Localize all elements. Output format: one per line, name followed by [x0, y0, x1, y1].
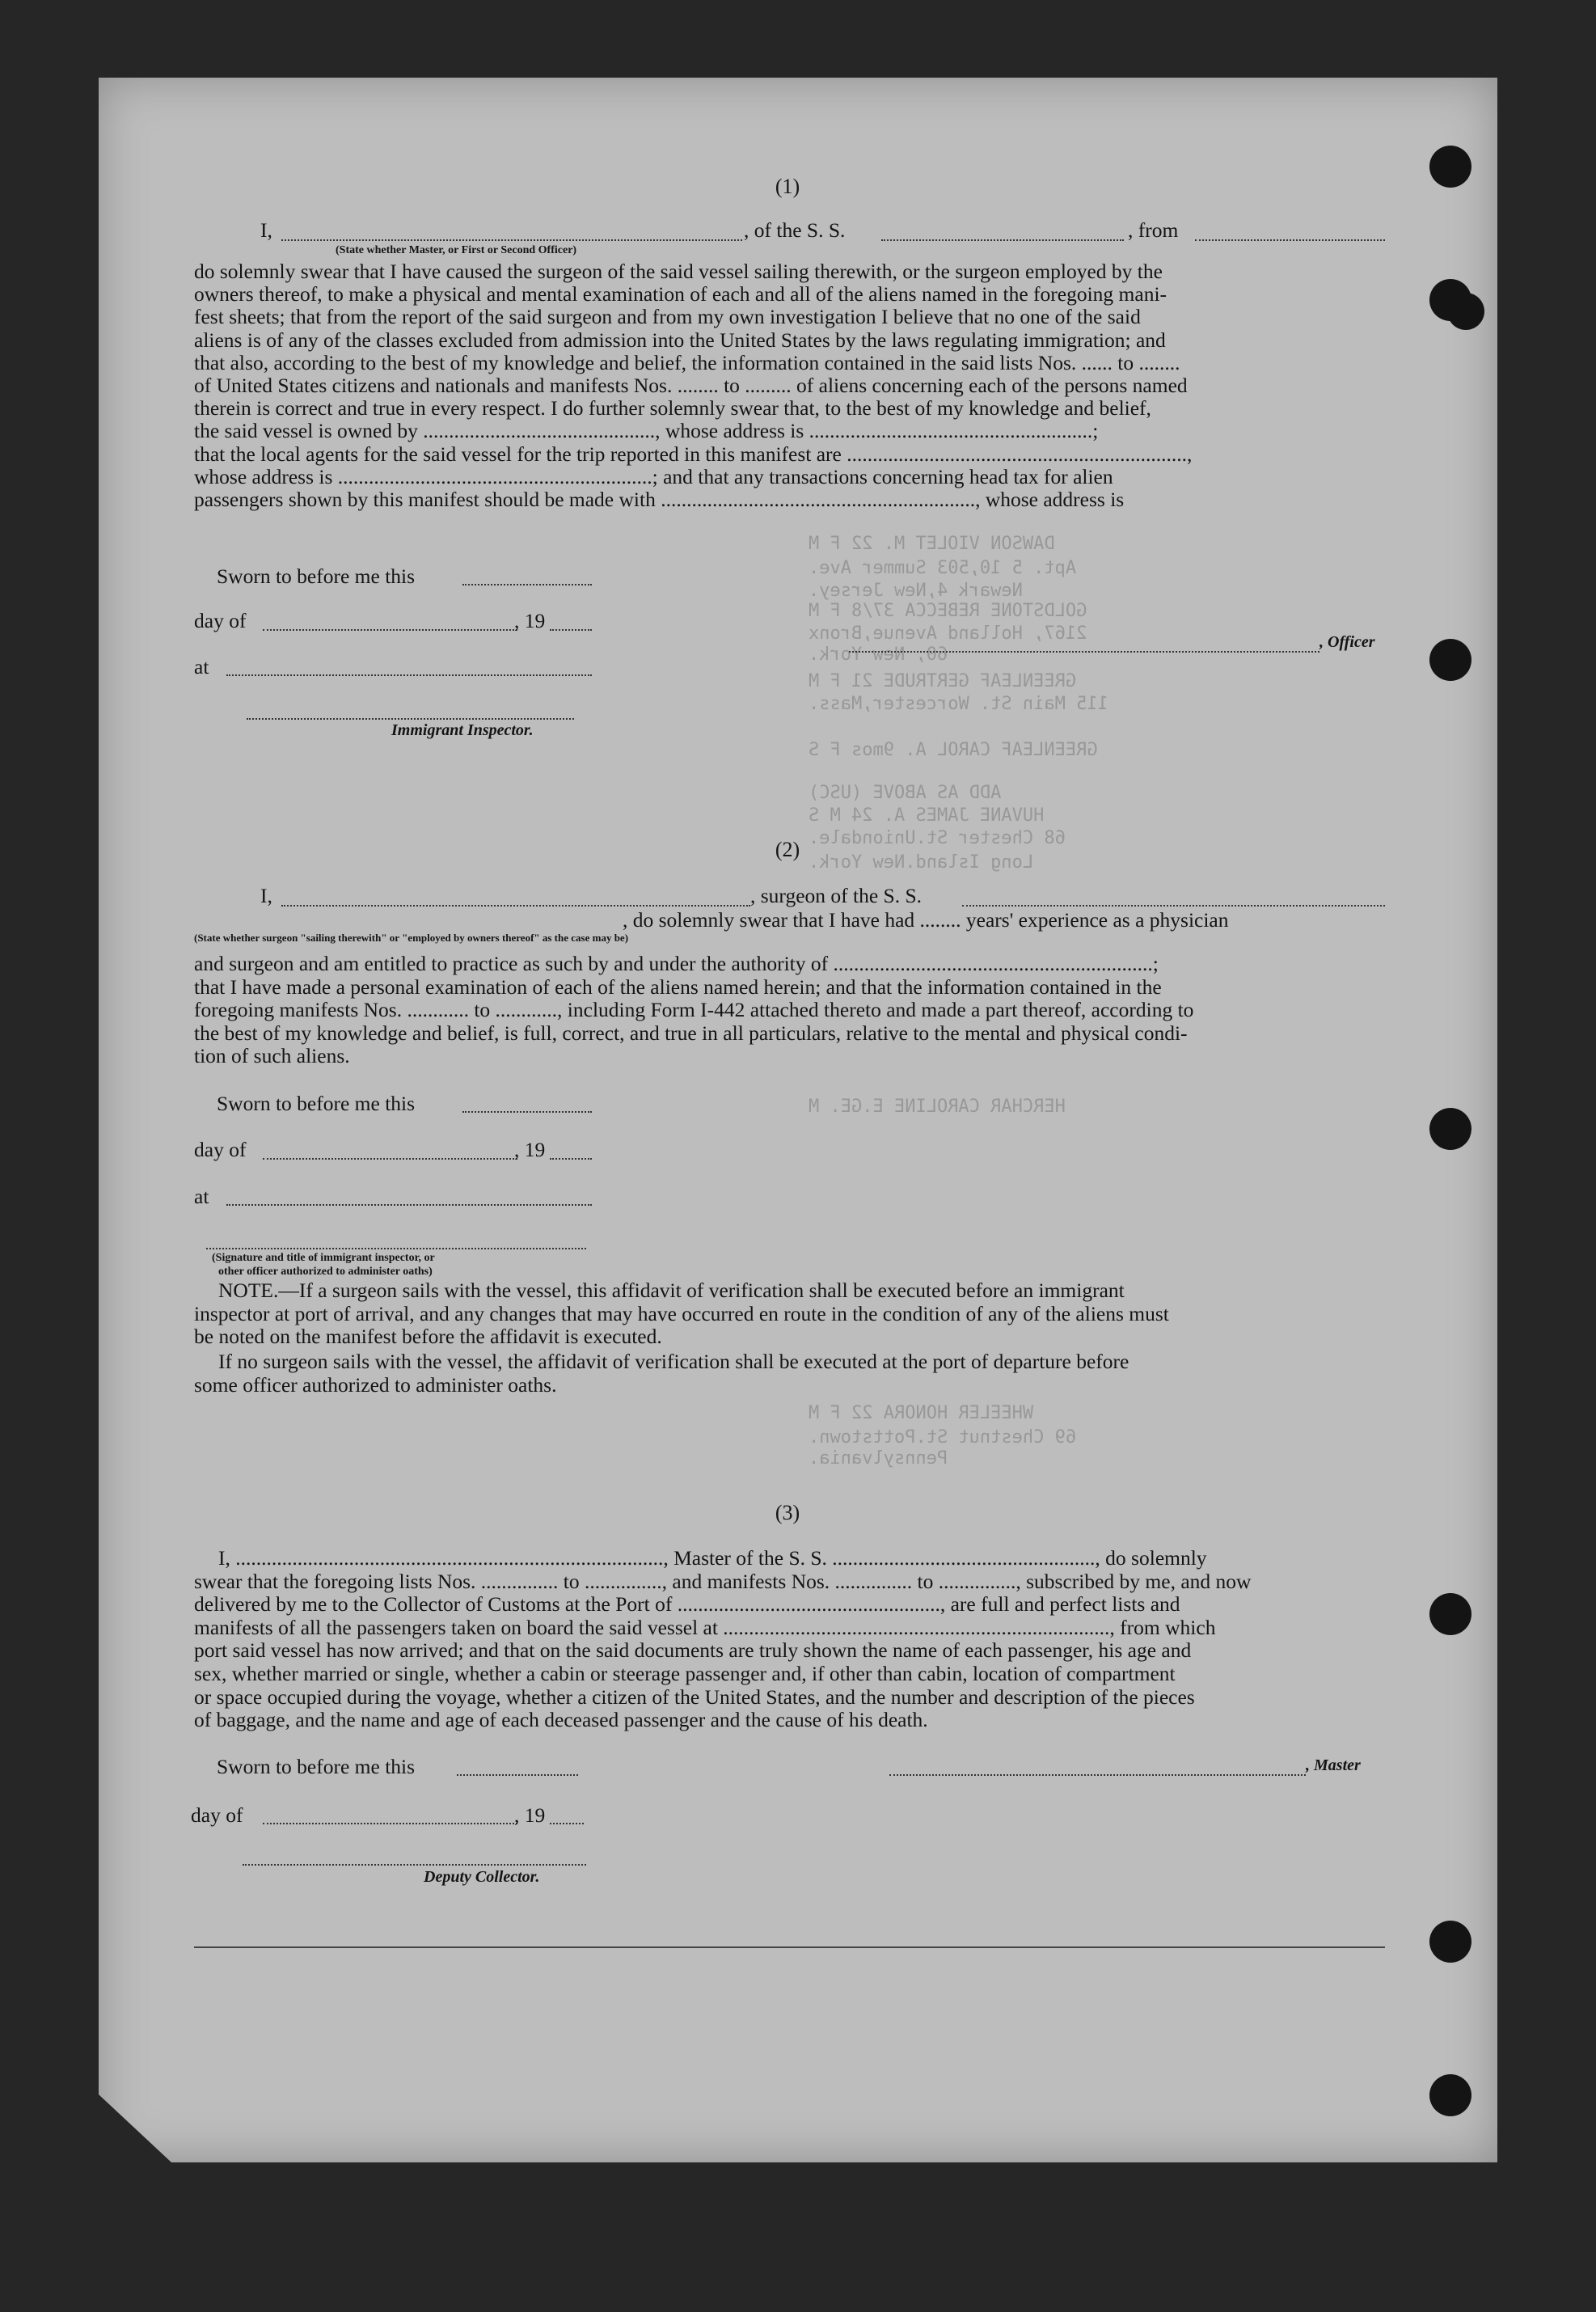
collector-signature-line — [243, 1864, 586, 1866]
text-line: owners thereof, to make a physical and mental examination of each and all of the aliens named in the foregoing mani- — [194, 282, 1167, 306]
bleed-through-line: HERCHAR CAROLINE E.GE. M — [809, 1097, 1066, 1117]
text-line: whose address is .............................................................; and that any transactions concerning head tax for alien — [194, 464, 1113, 488]
text-line: I, ..................................................................................., Master of the S. S. ..................................................., do solemnly — [218, 1546, 1207, 1570]
s2-year-line — [550, 1158, 592, 1160]
s2-at: at — [194, 1185, 209, 1208]
text-line: delivered by me to the Collector of Customs at the Port of ..................................................., are full and perfect lists and — [194, 1592, 1180, 1617]
s1-day-of: day of — [194, 609, 247, 632]
s3-year-line — [550, 1823, 584, 1824]
section-2-swear: , do solemnly swear that I have had ........ years' experience as a physician — [623, 908, 1229, 932]
text-line: swear that the foregoing lists Nos. ............... to ..............., and manifests Nos. ............... to ..............., subscribed by me, and now — [194, 1569, 1252, 1593]
torn-corner — [99, 2094, 171, 2162]
text-line: the said vessel is owned by ............................................., whose address is .......................................................; — [194, 419, 1099, 443]
s3-day-line — [263, 1823, 517, 1824]
s2-year: , 19 — [514, 1138, 546, 1161]
officer-signature-line — [849, 651, 1319, 653]
master-signature-line — [889, 1774, 1306, 1776]
bleed-through-line: GOLDSTONE REBECCA 37/8 F M — [809, 601, 1087, 621]
text-line: NOTE.—If a surgeon sails with the vessel, this affidavit of verification shall be executed before an immigrant — [218, 1279, 1125, 1302]
surgeon-caption: (State whether surgeon "sailing therewith" or "employed by owners thereof" as the case may be) — [194, 932, 629, 944]
s3-day-of: day of — [191, 1803, 243, 1827]
master-caption: , Master — [1306, 1756, 1361, 1774]
punch-hole — [1447, 293, 1484, 330]
text-line: of baggage, and the name and age of each deceased passenger and the cause of his death. — [194, 1708, 928, 1732]
s1-year: , 19 — [514, 609, 546, 632]
bleed-through-line: 69 Chestnut St.Pottstown. — [809, 1427, 1077, 1448]
bleed-through-line: Long Island.New York. — [809, 852, 1034, 873]
text-line: that I have made a personal examination of each of the aliens named herein; and that the information contained in the — [194, 974, 1162, 999]
text-line: that also, according to the best of my knowledge and belief, the information contained in the said lists Nos. ...... to ........ — [194, 350, 1180, 374]
from-port-line — [1195, 239, 1385, 241]
bleed-through-line: Apt. 5 10,503 Summer Ave. — [809, 558, 1077, 578]
s1-at-line — [226, 674, 592, 676]
bleed-through-line: WHEELER HONORA 22 F M — [809, 1403, 1034, 1423]
text-line: the best of my knowledge and belief, is full, correct, and true in all particulars, relative to the mental and physical condi- — [194, 1021, 1188, 1045]
s2-sig-caption-2: other officer authorized to administer oaths) — [218, 1266, 433, 1278]
text-line: fest sheets; that from the report of the said surgeon and from my own investigation I believe that no one of the said — [194, 305, 1141, 329]
officer-caption: , Officer — [1319, 633, 1375, 651]
s3-sworn: Sworn to before me this — [217, 1755, 416, 1778]
s2-day-of: day of — [194, 1138, 247, 1161]
s3-year: , 19 — [514, 1803, 546, 1827]
bleed-through-line: ADD AS ABOVE (USC) — [809, 783, 1002, 803]
section-1-ss-label: , of the S. S. — [744, 218, 846, 242]
punch-hole — [1429, 2074, 1471, 2116]
s2-sig-caption-1: (Signature and title of immigrant inspector, or — [212, 1252, 435, 1264]
s2-at-line — [226, 1204, 592, 1206]
text-line: If no surgeon sails with the vessel, the affidavit of verification shall be executed at the port of departure before — [218, 1350, 1129, 1373]
s2-day-line — [263, 1158, 517, 1160]
punch-hole — [1429, 1593, 1471, 1635]
bleed-through-line: GREENLEAF CAROL A. 9mos F S — [809, 740, 1098, 760]
text-line: inspector at port of arrival, and any changes that may have occurred en route in the condition of any of the aliens must — [194, 1301, 1169, 1325]
s1-sworn: Sworn to before me this — [217, 564, 416, 588]
s1-day-line — [263, 629, 517, 631]
text-line: or space occupied during the voyage, whether a citizen of the United States, and the number and description of the pieces — [194, 1684, 1195, 1709]
s3-sworn-line — [457, 1774, 578, 1776]
s2-sworn: Sworn to before me this — [217, 1092, 416, 1115]
text-line: manifests of all the passengers taken on board the said vessel at ..........................................................................., from which — [194, 1615, 1216, 1639]
vessel-name-line — [881, 239, 1124, 241]
s2-sworn-line — [462, 1111, 592, 1113]
punch-hole — [1429, 1108, 1471, 1150]
collector-caption: Deputy Collector. — [424, 1868, 540, 1886]
punch-hole — [1429, 1921, 1471, 1963]
bleed-through-line: Newark 4,New Jersey. — [809, 581, 1023, 601]
bleed-through-line: 115 Main St. Worcester,Mass. — [809, 694, 1108, 714]
text-line: and surgeon and am entitled to practice as such by and under the authority of ..............................................................; — [194, 952, 1159, 975]
text-line: some officer authorized to administer oaths. — [194, 1372, 557, 1397]
bleed-through-line: DAWSON VIOLET M. 22 F M — [809, 534, 1055, 554]
s1-sworn-line — [462, 584, 592, 585]
bottom-rule — [194, 1946, 1385, 1948]
master-caption: (State whether Master, or First or Second Officer) — [336, 244, 577, 256]
section-1-number: (1) — [775, 175, 800, 198]
section-1-from-label: , from — [1128, 218, 1179, 242]
inspector-signature-line — [247, 718, 574, 720]
section-2-surgeon: , surgeon of the S. S. — [750, 884, 923, 907]
text-line: be noted on the manifest before the affidavit is executed. — [194, 1325, 662, 1349]
section-1-i: I, — [260, 218, 272, 242]
text-line: sex, whether married or single, whether a cabin or steerage passenger and, if other than cabin, location of compartment — [194, 1662, 1176, 1685]
punch-hole — [1429, 146, 1471, 188]
text-line: port said vessel has now arrived; and that on the said documents are truly shown the name of each passenger, his age and — [194, 1638, 1192, 1663]
punch-hole — [1429, 639, 1471, 681]
section-2-i: I, — [260, 884, 272, 907]
text-line: foregoing manifests Nos. ............ to ............, including Form I-442 attached thereto and made a part thereof, according to — [194, 998, 1194, 1022]
section-3-number: (3) — [775, 1501, 800, 1524]
bleed-through-line: HUVANE JAMES A. 24 M S — [809, 805, 1045, 826]
bleed-through-line: 60, New York. — [809, 645, 948, 665]
surgeon-name-line — [281, 905, 750, 907]
text-line: tion of such aliens. — [194, 1044, 350, 1068]
text-line: therein is correct and true in every respect. I do further solemnly swear that, to the best of my knowledge and belief, — [194, 396, 1151, 421]
bleed-through-line: GREENLEAF GERTRUDE 21 F M — [809, 671, 1077, 691]
section-2-number: (2) — [775, 838, 800, 861]
bleed-through-line: 2167, Holland Avenue,Bronx — [809, 623, 1087, 644]
s1-at: at — [194, 655, 209, 678]
surgeon-vessel-line — [962, 905, 1385, 907]
text-line: aliens is of any of the classes excluded from admission into the United States by the laws regulating immigration; and — [194, 328, 1166, 352]
text-line: do solemnly swear that I have caused the surgeon of the said vessel sailing therewith, or the surgeon employed by the — [194, 260, 1163, 283]
s1-year-line — [550, 629, 592, 631]
s2-signature-line — [206, 1248, 586, 1249]
bleed-through-line: Pennsylvania. — [809, 1448, 948, 1469]
text-line: of United States citizens and nationals and manifests Nos. ........ to ......... of aliens concerning each of the persons named — [194, 374, 1188, 397]
text-line: that the local agents for the said vessel for the trip reported in this manifest are .................................................................., — [194, 442, 1193, 466]
inspector-caption: Immigrant Inspector. — [391, 721, 534, 739]
text-line: passengers shown by this manifest should be made with ............................................................., whose address is — [194, 488, 1125, 511]
master-name-line — [281, 239, 742, 241]
bleed-through-line: 68 Chester St.Uniondale. — [809, 828, 1066, 848]
